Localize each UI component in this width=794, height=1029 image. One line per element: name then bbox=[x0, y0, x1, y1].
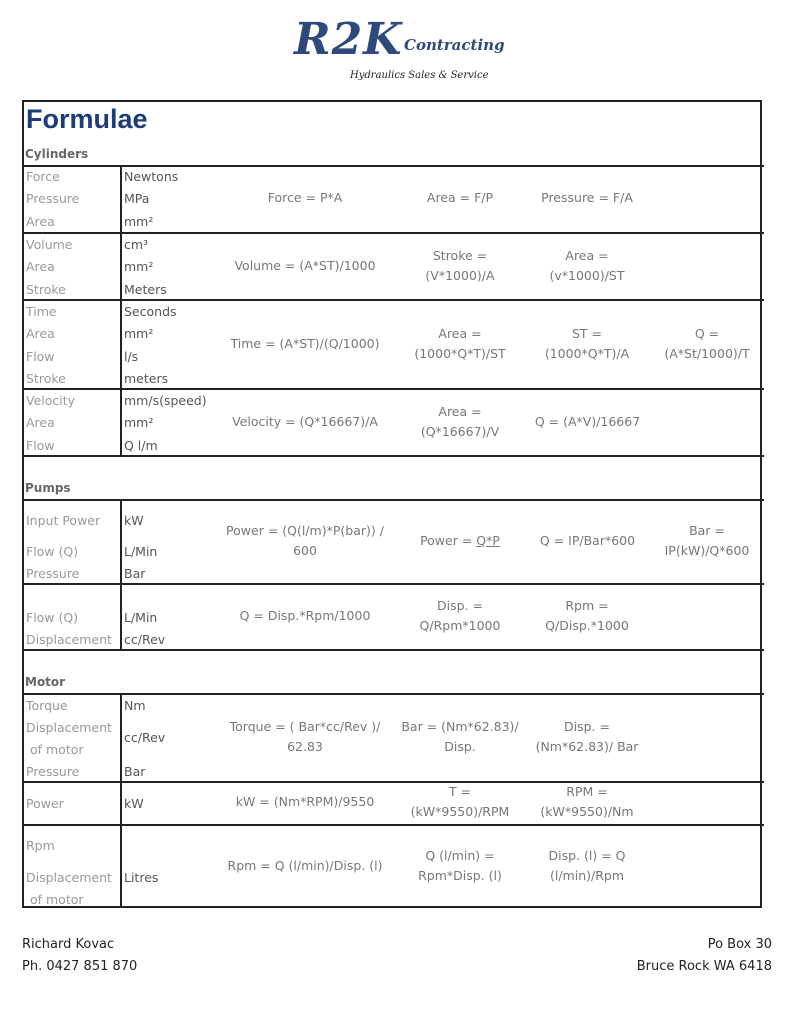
var-label: Displacement bbox=[26, 870, 112, 885]
var-label: Time bbox=[26, 304, 57, 319]
formula: Bar = (Nm*62.83)/ bbox=[401, 719, 519, 734]
formula: Disp. (l) = Q bbox=[548, 848, 626, 863]
page-title: Formulae bbox=[26, 104, 148, 134]
divider bbox=[22, 299, 764, 301]
formula: Q = IP/Bar*600 bbox=[539, 533, 636, 548]
formula: Volume = (A*ST)/1000 bbox=[234, 258, 376, 273]
unit-label: Bar bbox=[124, 566, 146, 581]
formula: Q (l/min) = bbox=[425, 848, 495, 863]
var-label: Area bbox=[26, 259, 55, 274]
formula: (kW*9550)/Nm bbox=[540, 804, 634, 819]
var-label: Volume bbox=[26, 237, 73, 252]
formula: Disp. = bbox=[437, 598, 483, 613]
unit-label: l/s bbox=[124, 349, 139, 364]
formula: (Q*16667)/V bbox=[420, 424, 500, 439]
var-label: Displacement bbox=[26, 632, 112, 647]
divider bbox=[22, 455, 764, 457]
unit-label: cc/Rev bbox=[124, 730, 166, 745]
formula-prefix: Power = bbox=[420, 533, 477, 548]
column-divider bbox=[120, 499, 122, 649]
unit-label: Seconds bbox=[124, 304, 177, 319]
unit-label: L/Min bbox=[124, 610, 158, 625]
unit-label: Nm bbox=[124, 698, 146, 713]
unit-label: mm² bbox=[124, 214, 154, 229]
formula: Stroke = bbox=[432, 248, 488, 263]
var-label: Input Power bbox=[26, 513, 101, 528]
unit-label: Newtons bbox=[124, 169, 179, 184]
var-label: Flow bbox=[26, 349, 55, 364]
company-logo bbox=[290, 14, 510, 84]
section-pumps: Pumps bbox=[25, 481, 71, 495]
var-label: Torque bbox=[26, 698, 68, 713]
formula bbox=[400, 531, 520, 551]
divider bbox=[22, 583, 764, 585]
var-label: Power bbox=[26, 796, 64, 811]
formula: (l/min)/Rpm bbox=[549, 868, 625, 883]
unit-label: meters bbox=[124, 371, 169, 386]
var-label: Flow (Q) bbox=[26, 544, 79, 559]
formula: Rpm*Disp. (l) bbox=[418, 868, 502, 883]
column-divider bbox=[120, 165, 122, 455]
contact-phone: Ph. 0427 851 870 bbox=[22, 959, 138, 974]
var-label: Stroke bbox=[26, 282, 66, 297]
formula: T = bbox=[448, 784, 472, 799]
formula: Force = P*A bbox=[267, 190, 343, 205]
divider bbox=[22, 388, 764, 390]
divider bbox=[22, 232, 764, 234]
divider bbox=[22, 693, 764, 695]
formula: Q = bbox=[694, 326, 720, 341]
contact-name: Richard Kovac bbox=[22, 937, 115, 952]
postal-box: Po Box 30 bbox=[707, 937, 772, 952]
var-label: Pressure bbox=[26, 764, 80, 779]
formula: Q/Disp.*1000 bbox=[545, 618, 629, 633]
var-label: Flow bbox=[26, 438, 55, 453]
unit-label: Meters bbox=[124, 282, 167, 297]
formula: (kW*9550)/RPM bbox=[410, 804, 510, 819]
var-label: of motor bbox=[26, 892, 84, 907]
logo-mark: R2K bbox=[294, 14, 403, 65]
formula: Area = F/P bbox=[426, 190, 494, 205]
formula: (Nm*62.83)/ Bar bbox=[535, 739, 639, 754]
formula: IP(kW)/Q*600 bbox=[664, 543, 750, 558]
unit-label: kW bbox=[124, 513, 144, 528]
formula: 600 bbox=[293, 543, 317, 558]
var-label: Velocity bbox=[26, 393, 76, 408]
unit-label: mm² bbox=[124, 326, 154, 341]
formula: Torque = ( Bar*cc/Rev )/ bbox=[229, 719, 381, 734]
var-label: Stroke bbox=[26, 371, 66, 386]
unit-label: mm² bbox=[124, 259, 154, 274]
formula: Velocity = (Q*16667)/A bbox=[232, 414, 378, 429]
var-label: Force bbox=[26, 169, 60, 184]
formula: (1000*Q*T)/ST bbox=[414, 346, 506, 361]
formula: Rpm = Q (l/min)/Disp. (l) bbox=[227, 858, 383, 873]
divider bbox=[22, 499, 764, 501]
formula: Time = (A*ST)/(Q/1000) bbox=[230, 336, 380, 351]
var-label: Area bbox=[26, 326, 55, 341]
divider bbox=[22, 649, 764, 651]
unit-label: MPa bbox=[124, 191, 150, 206]
formula: (A*St/1000)/T bbox=[664, 346, 750, 361]
formula: Pressure = F/A bbox=[541, 190, 633, 205]
formula: Power = (Q(l/m)*P(bar)) / bbox=[226, 523, 384, 538]
formula: Area = bbox=[565, 248, 609, 263]
formula: Disp. = bbox=[564, 719, 610, 734]
unit-label: Bar bbox=[124, 764, 146, 779]
unit-label: kW bbox=[124, 796, 144, 811]
formula: Q = Disp.*Rpm/1000 bbox=[239, 608, 371, 623]
formula: Q/Rpm*1000 bbox=[419, 618, 501, 633]
unit-label: Litres bbox=[124, 870, 159, 885]
unit-label: cm³ bbox=[124, 237, 149, 252]
postal-town: Bruce Rock WA 6418 bbox=[636, 959, 772, 974]
divider bbox=[22, 781, 764, 783]
logo-tagline: Hydraulics Sales & Service bbox=[350, 70, 489, 81]
formula: Q = (A*V)/16667 bbox=[534, 414, 641, 429]
var-label: Displacement bbox=[26, 720, 112, 735]
divider bbox=[22, 165, 764, 167]
unit-label: mm/s(speed) bbox=[124, 393, 207, 408]
logo-word: Contracting bbox=[404, 36, 505, 54]
formula: Rpm = bbox=[565, 598, 609, 613]
formula: Disp. bbox=[444, 739, 476, 754]
var-label: Rpm bbox=[26, 838, 55, 853]
section-cylinders: Cylinders bbox=[25, 147, 89, 161]
var-label: Pressure bbox=[26, 566, 80, 581]
unit-label: cc/Rev bbox=[124, 632, 166, 647]
unit-label: Q l/m bbox=[124, 438, 158, 453]
var-label: Pressure bbox=[26, 191, 80, 206]
section-motor: Motor bbox=[25, 675, 66, 689]
var-label: of motor bbox=[26, 742, 84, 757]
formula: Bar = bbox=[689, 523, 725, 538]
formula: RPM = bbox=[566, 784, 608, 799]
var-label: Flow (Q) bbox=[26, 610, 79, 625]
var-label: Area bbox=[26, 214, 55, 229]
unit-label: mm² bbox=[124, 415, 154, 430]
formula: Area = bbox=[438, 404, 482, 419]
unit-label: L/Min bbox=[124, 544, 158, 559]
divider bbox=[22, 824, 764, 826]
formula: (v*1000)/ST bbox=[549, 268, 625, 283]
formula: (V*1000)/A bbox=[425, 268, 495, 283]
formula: kW = (Nm*RPM)/9550 bbox=[235, 794, 375, 809]
var-label: Area bbox=[26, 415, 55, 430]
formula: 62.83 bbox=[287, 739, 323, 754]
column-divider bbox=[120, 693, 122, 908]
formula-underlined: Q*P bbox=[476, 533, 500, 548]
formula: (1000*Q*T)/A bbox=[544, 346, 630, 361]
formula: Area = bbox=[438, 326, 482, 341]
formula: ST = bbox=[571, 326, 603, 341]
